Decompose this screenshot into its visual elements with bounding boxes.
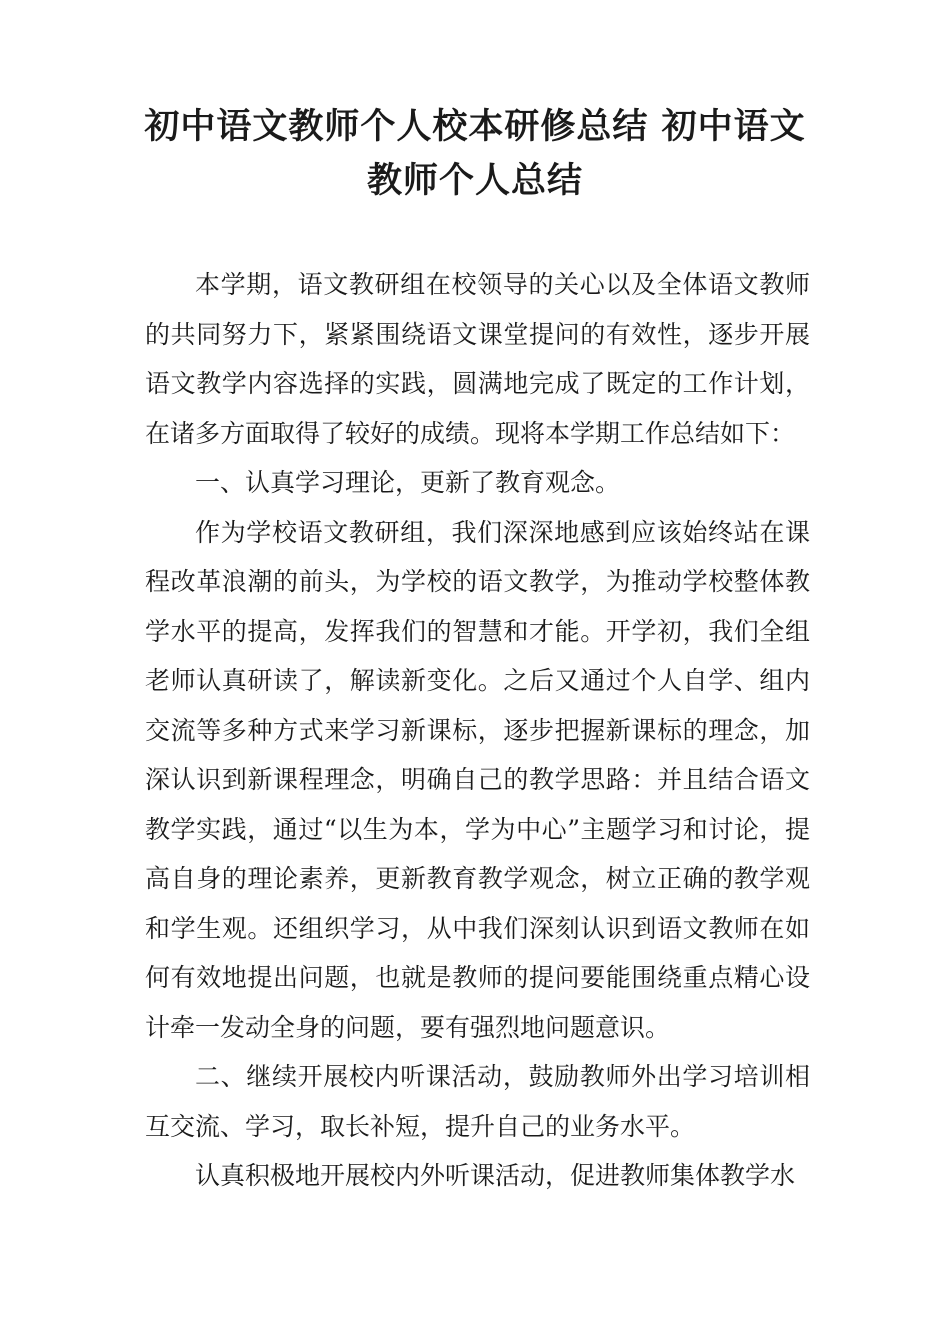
title-line-2: 教师个人总结 (366, 161, 583, 201)
section-heading-1: 一、认真学习理论，更新了教育观念。 (195, 468, 621, 497)
paragraph-section-2: 认真积极地开展校内外听课活动，促进教师集体教学水 (195, 1161, 796, 1190)
section-heading-2: 二、继续开展校内听课活动，鼓励教师外出学习培训相互交流、学习，取长补短，提升自己的业务水平。 (145, 1062, 810, 1141)
document-title (140, 100, 810, 208)
title-line-1: 初中语文教师个人校本研修总结 初中语文 (144, 107, 806, 147)
paragraph-section-1: 作为学校语文教研组，我们深深地感到应该始终站在课程改革浪潮的前头，为学校的语文教学，为推动学校整体教学水平的提高，发挥我们的智慧和才能。开学初，我们全组老师认真研读了，解读新变化。之后又通过个人自学、组内交流等多种方式来学习新课标，逐步把握新课标的理念，加深认识到新课程理念，明确自己的教学思路：并且结合语文教学实践，通过“以生为本，学为中心”主题学习和讨论，提高自身的理论素养，更新教育教学观念，树立正确的教学观和学生观。还组织学习，从中我们深刻认识到语文教师在如何有效地提出问题，也就是教师的提问要能围绕重点精心设计牵一发动全身的问题，要有强烈地问题意识。 (145, 517, 810, 1042)
document-body (145, 260, 810, 1201)
paragraph-intro: 本学期，语文教研组在校领导的关心以及全体语文教师的共同努力下，紧紧围绕语文课堂提问的有效性，逐步开展语文教学内容选择的实践，圆满地完成了既定的工作计划，在诸多方面取得了较好的成绩。现将本学期工作总结如下： (145, 270, 810, 448)
